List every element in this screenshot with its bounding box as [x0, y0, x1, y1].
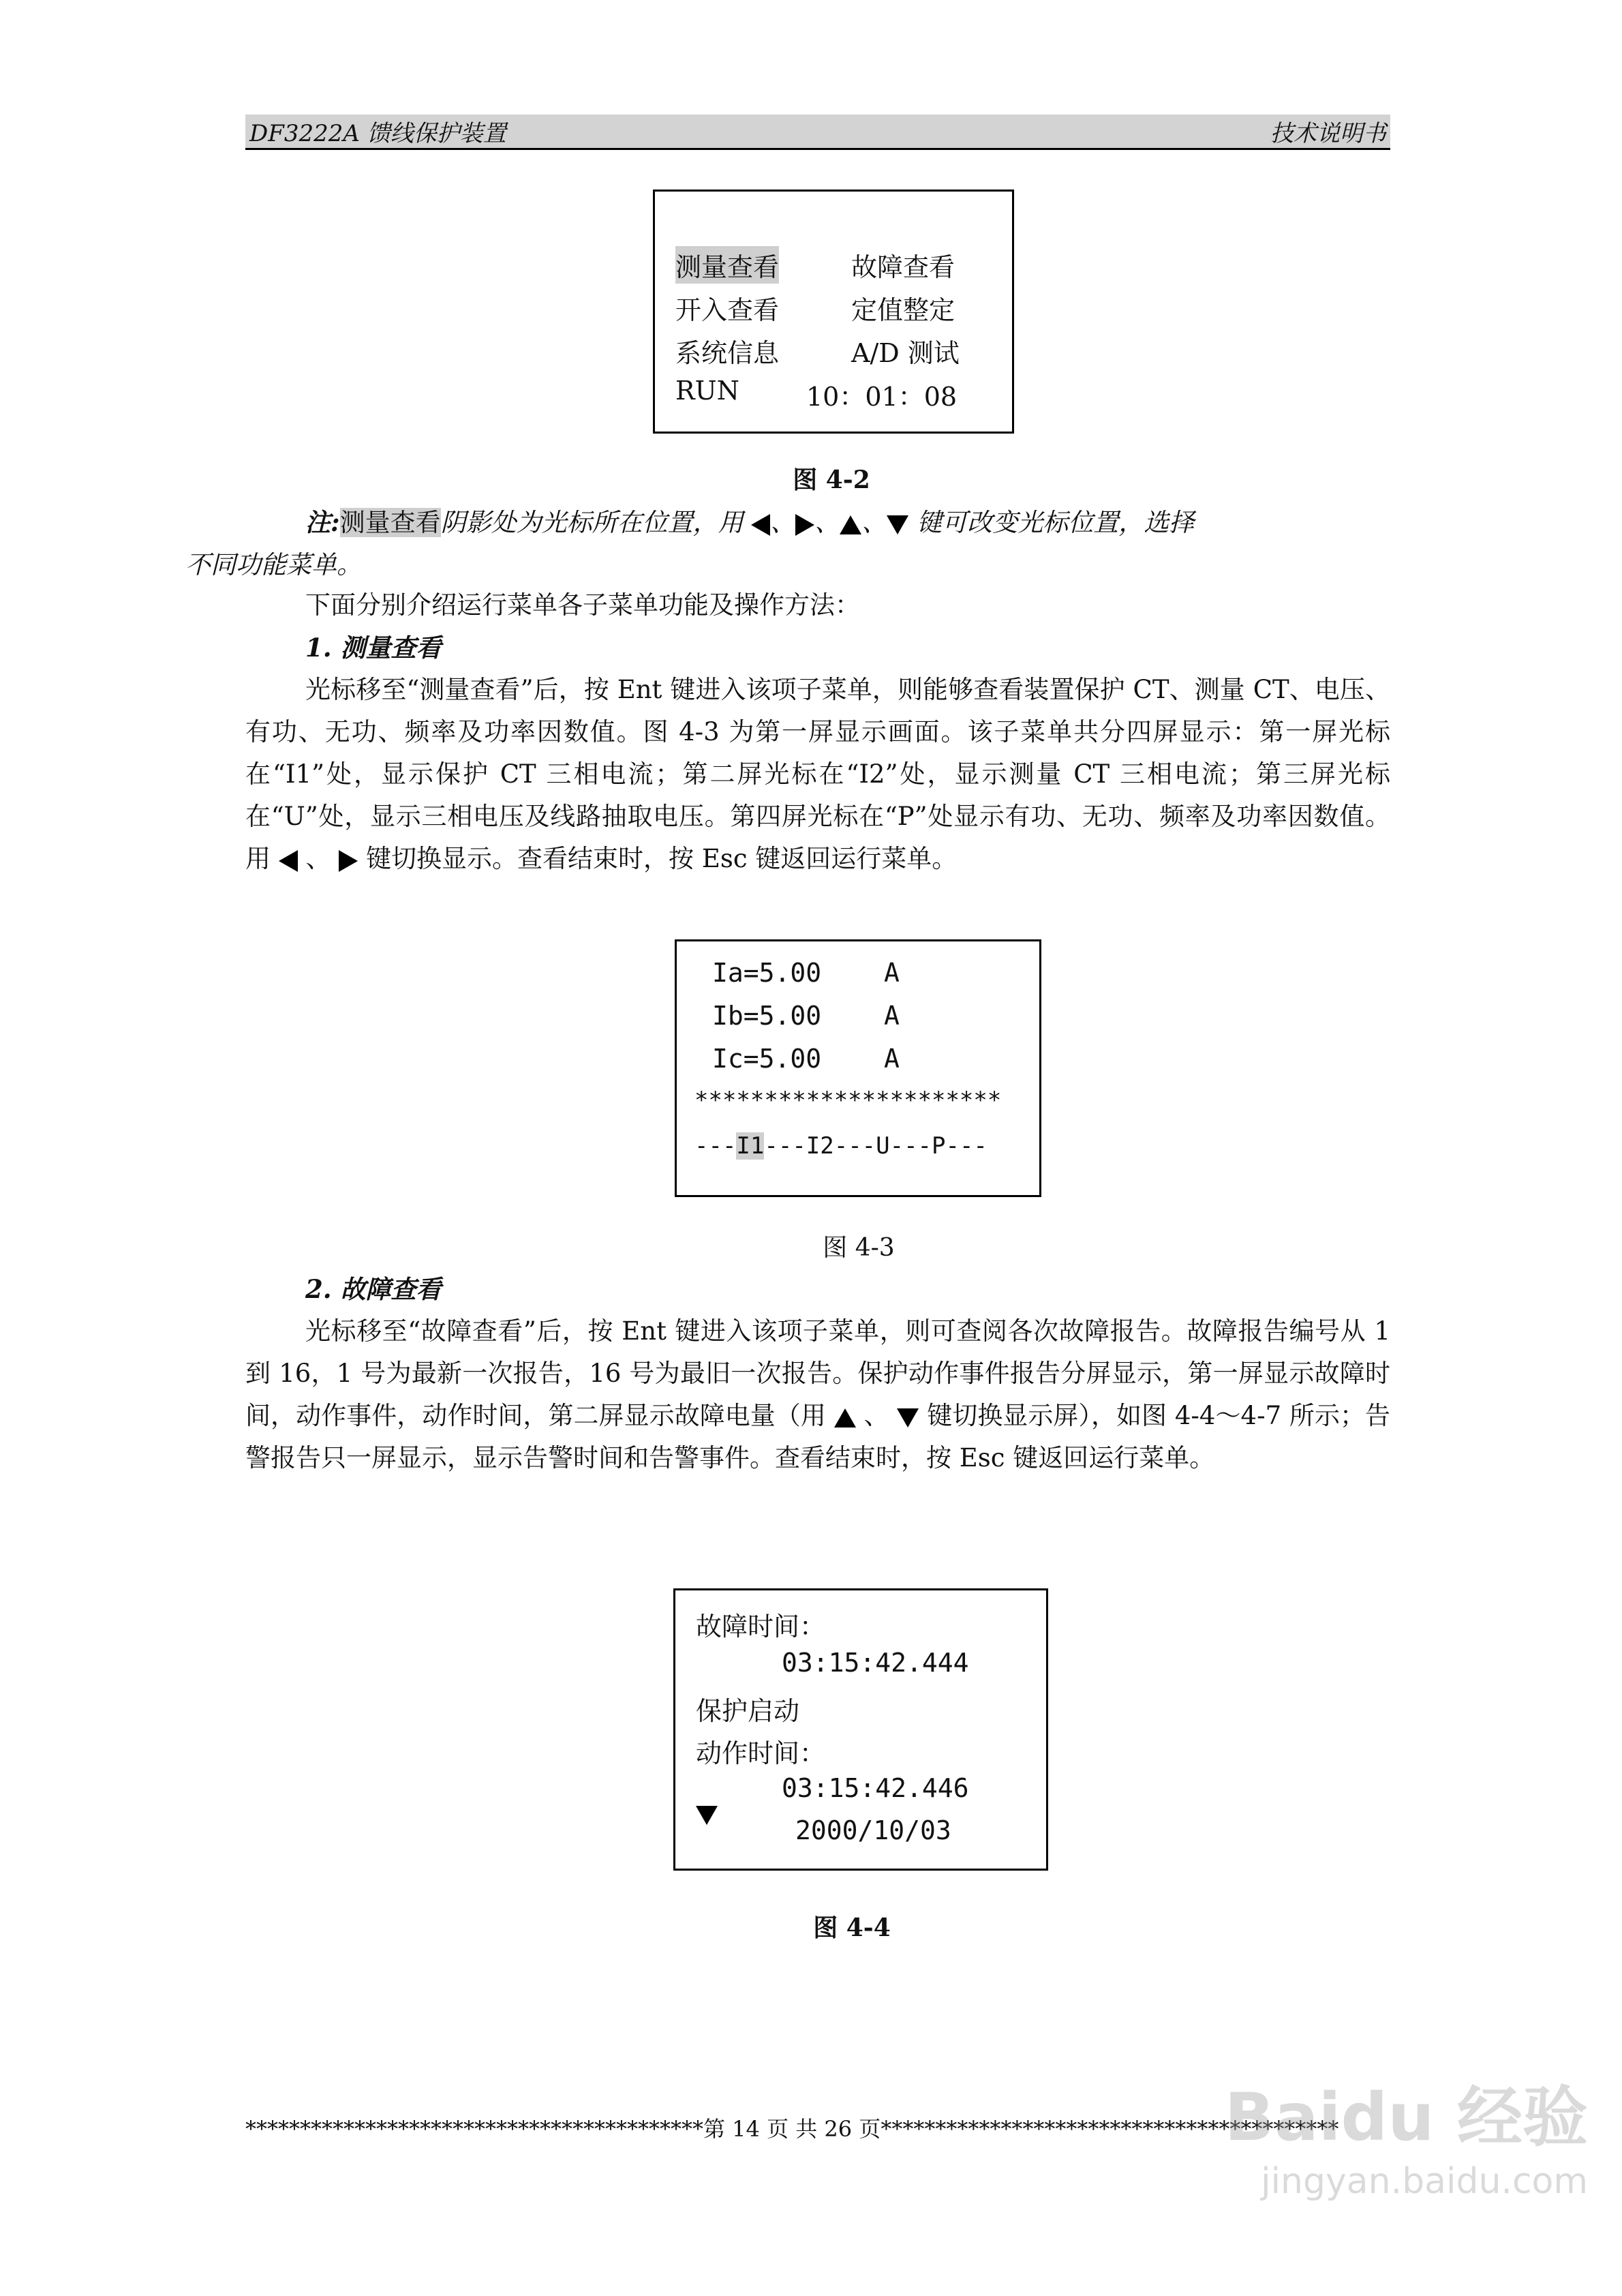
ib-value: Ib=5.00: [712, 1001, 822, 1031]
header-doc-type: 技术说明书: [1270, 120, 1386, 147]
figure-4-2-lcd: [653, 190, 1014, 434]
right-arrow-icon: [339, 850, 358, 872]
section-2-paragraph: 光标移至“故障查看”后，按 Ent 键进入该项子菜单，则可查阅各次故障报告。故障报告编号从 1 到 16，1 号为最新一次报告，16 号为最旧一次报告。保护动作事件报告分屏显示，第一屏显示故障时间，动作事件，动作时间，第二屏显示故障电量（用 、 键切换显示屏），如图 4-4～4-7 所示；告警报告只一屏显示，显示告警时间和告警事件。查看结束时，按 Esc 键返回运行菜单。: [245, 1316, 1391, 1472]
left-arrow-icon: [279, 850, 298, 872]
menu-sysinfo: 系统信息: [675, 338, 780, 368]
ia-value: Ia=5.00: [712, 958, 822, 988]
action-time-value: 03:15:42.446: [782, 1773, 969, 1803]
menu-input: 开入查看: [675, 295, 780, 325]
page-footer: ******************************************第 14 页 共 26 页******************************************: [245, 2116, 1339, 2142]
note-highlight: 测量查看: [339, 508, 441, 537]
menu-fault: 故障查看: [851, 252, 955, 282]
note-text-1: 阴影处为光标所在位置，用: [440, 508, 744, 537]
down-arrow-icon: [887, 515, 908, 534]
figure-4-4-lcd: [673, 1588, 1048, 1871]
down-arrow-icon: [696, 1806, 718, 1825]
menu-ad-test: A/D 测试: [851, 338, 960, 368]
run-status: RUN: [675, 376, 739, 406]
action-time-label: 动作时间：: [696, 1738, 826, 1768]
ib-unit: A: [884, 1001, 900, 1031]
menu-setting: 定值整定: [851, 295, 955, 325]
header-title: DF3222A 馈线保护装置: [249, 120, 506, 147]
note-text-3: 不同功能菜单。: [185, 550, 362, 579]
right-arrow-icon: [795, 514, 814, 536]
figure-4-3-lcd: [675, 939, 1041, 1197]
intro-paragraph: 下面分别介绍运行菜单各子菜单功能及操作方法：: [305, 590, 860, 620]
separator-stars: **********************: [694, 1087, 1002, 1114]
up-arrow-icon: [834, 1408, 856, 1428]
note-label: 注:: [305, 507, 340, 537]
down-arrow-icon: [897, 1408, 919, 1428]
page-header: [245, 115, 1390, 150]
figure-4-4-caption: 图 4-4: [813, 1914, 891, 1942]
run-clock: 10：01：08: [806, 382, 958, 412]
nav-cursor-i1: I1: [736, 1132, 765, 1160]
baidu-watermark-url: jingyan.baidu.com: [1261, 2161, 1588, 2202]
up-arrow-icon: [840, 515, 861, 534]
menu-measure: 测量查看: [675, 246, 779, 284]
section-2-title: 2. 故障查看: [305, 1274, 442, 1304]
fault-time-label: 故障时间：: [696, 1612, 826, 1642]
baidu-watermark-logo: Baidu 经验: [1224, 2079, 1588, 2156]
fault-time-value: 03:15:42.444: [782, 1648, 969, 1678]
ic-unit: A: [884, 1044, 900, 1074]
screen-nav: ---I1---I2---U---P---: [694, 1132, 988, 1160]
figure-4-3-caption: 图 4-3: [823, 1234, 895, 1262]
figure-4-2-caption: 图 4-2: [793, 466, 870, 494]
left-arrow-icon: [751, 514, 770, 536]
page-number: 第 14 页 共 26 页: [703, 2116, 881, 2142]
section-1-title: 1. 测量查看: [305, 633, 442, 663]
fault-date: 2000/10/03: [795, 1815, 951, 1845]
note-paragraph: 注:测量查看阴影处为光标所在位置，用 、 、 、 键可改变光标位置，选择 不同功能菜单。: [185, 507, 1195, 579]
note-text-2: 键可改变光标位置，选择: [917, 508, 1195, 537]
ia-unit: A: [884, 958, 900, 988]
event-protect-start: 保护启动: [696, 1696, 800, 1726]
section-1-paragraph: 光标移至“测量查看”后，按 Ent 键进入该项子菜单，则能够查看装置保护 CT、测量 CT、电压、有功、无功、频率及功率因数值。图 4-3 为第一屏显示画面。该子菜单共分四屏显示：第一屏光标在“I1”处，显示保护 CT 三相电流；第二屏光标在“I2”处，显示测量 CT 三相电流；第三屏光标在“U”处，显示三相电压及线路抽取电压。第四屏光标在“P”处显示有功、无功、频率及功率因数值。用 、 键切换显示。查看结束时，按 Esc 键返回运行菜单。: [245, 675, 1390, 873]
ic-value: Ic=5.00: [712, 1044, 822, 1074]
